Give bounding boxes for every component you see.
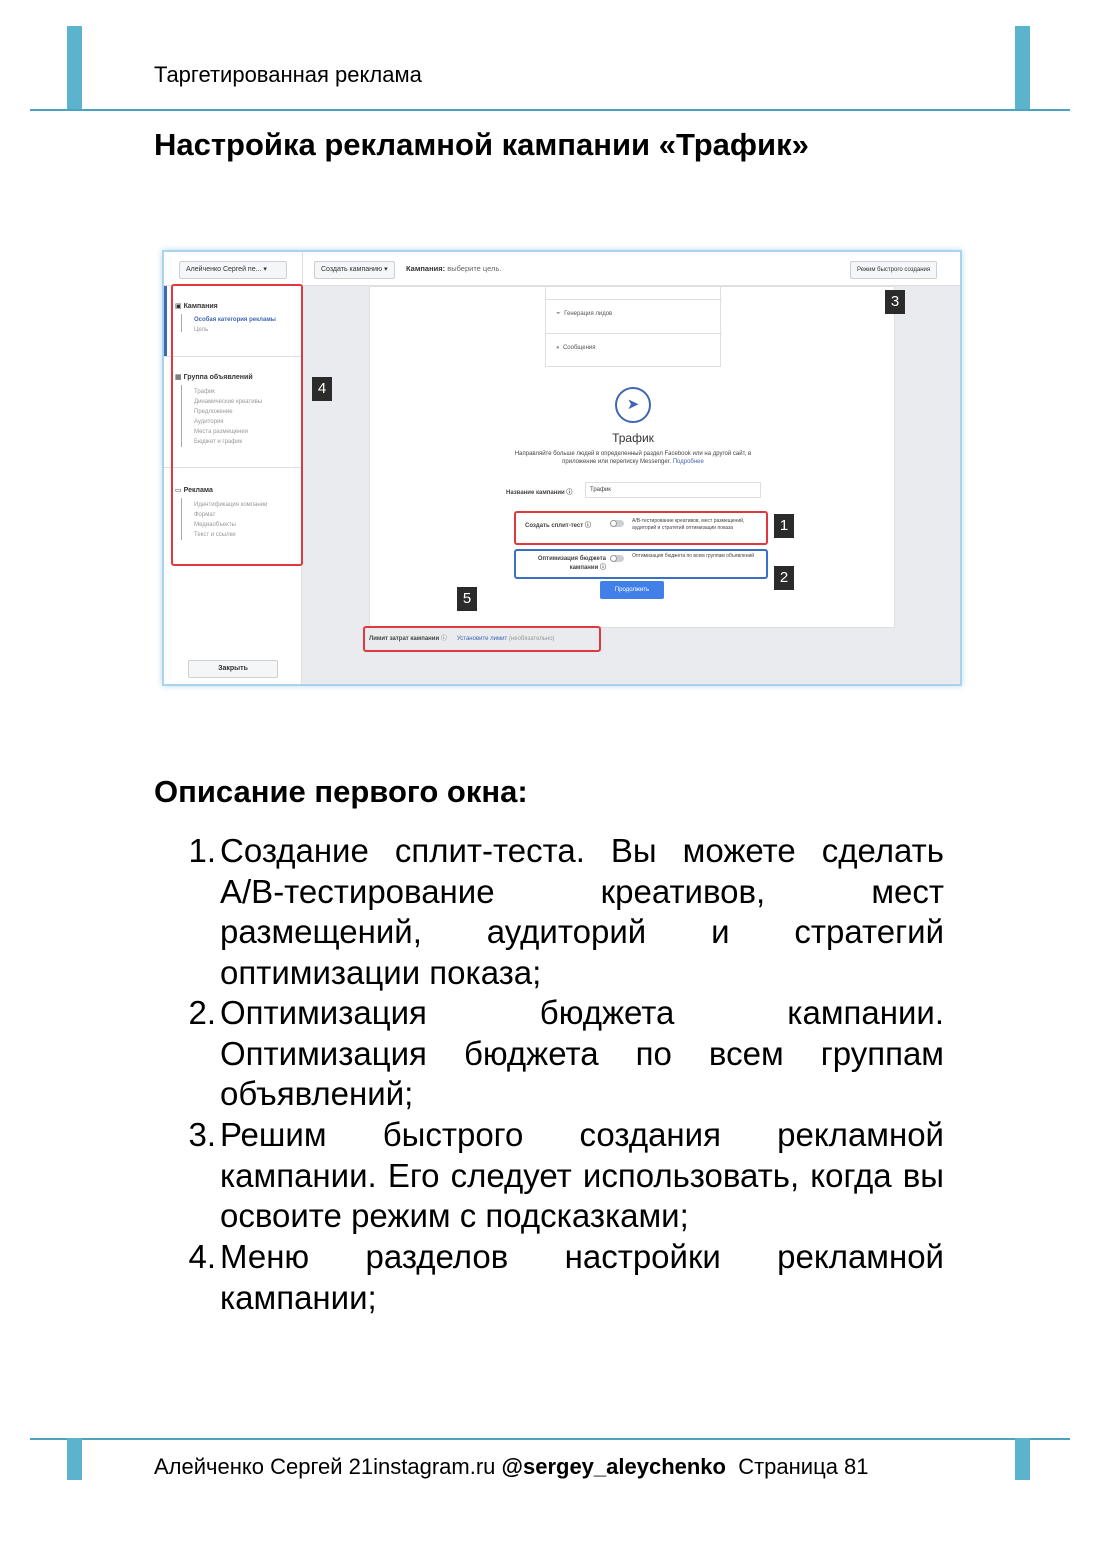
facebook-ads-screenshot <box>162 250 962 686</box>
chevron-down-icon: ▾ <box>384 266 388 273</box>
footer-left-bar <box>67 1438 82 1480</box>
grid-icon: ▦ <box>175 374 182 381</box>
sidebar-item-identity[interactable]: Идентификация компании <box>194 502 268 508</box>
topbar-divider <box>302 252 303 286</box>
badge-2: 2 <box>774 566 794 590</box>
header-left-bar <box>67 26 82 110</box>
spend-limit: Лимит затрат кампании ⓘ Установите лимит (необязательно) <box>369 636 555 642</box>
list-number: 4. <box>188 1238 216 1275</box>
sidebar-item-budget-schedule[interactable]: Бюджет и график <box>194 439 243 445</box>
badge-4: 4 <box>312 377 332 401</box>
list-text: Меню разделов настройки рекламной кампании; <box>220 1238 944 1316</box>
sidebar-item-audience[interactable]: Аудитория <box>194 419 224 425</box>
continue-button[interactable]: Продолжить <box>600 581 664 599</box>
footer-handle: @sergey_aleychenko <box>501 1454 726 1479</box>
badge-1: 1 <box>774 514 794 538</box>
monitor-icon: ▭ <box>175 487 182 494</box>
highlight-sidebar-menu <box>171 284 303 566</box>
list-text: Оптимизация бюджета кампании. Оптимизация бюджета по всем группам объявлений; <box>220 994 944 1112</box>
footer-page-number: Страница 81 <box>738 1454 869 1479</box>
campaign-hint: Кампания: выберите цель. <box>406 264 502 273</box>
chat-bubble-icon: ● <box>556 345 560 351</box>
highlight-split-test <box>514 511 768 545</box>
learn-more-link[interactable]: Подробнее <box>672 459 704 465</box>
list-text: Решим быстрого создания рекламной кампании. Его следует использовать, когда вы освоите режим с подсказками; <box>220 1116 944 1234</box>
funnel-icon: ⏷ <box>556 311 561 317</box>
sidebar-adset[interactable]: ▦ Группа объявлений <box>175 374 253 381</box>
sidebar-item-special-category[interactable]: Особая категория рекламы <box>194 317 276 323</box>
description-list <box>154 831 944 1321</box>
sidebar-item-objective[interactable]: Цель <box>194 327 209 333</box>
highlight-budget-optimization <box>514 549 768 579</box>
close-button[interactable]: Закрыть <box>188 660 278 678</box>
header-rule <box>30 109 1070 111</box>
sidebar-item-traffic[interactable]: Трафик <box>194 389 215 395</box>
budget-optimization-description: Оптимизация бюджета по всем группам объявлений <box>632 553 755 559</box>
account-selector[interactable]: Алейченко Сергей пе... ▾ <box>179 261 287 279</box>
running-footer <box>154 1454 869 1480</box>
campaign-name-label: Название кампании ⓘ <box>506 490 573 496</box>
sidebar-item-media[interactable]: Медиаобъекты <box>194 522 236 528</box>
sidebar-campaign[interactable]: ▣ Кампания <box>175 303 218 310</box>
set-limit-link[interactable]: Установите лимит <box>456 636 508 642</box>
footer-rule <box>30 1438 1070 1440</box>
ads-topbar <box>164 252 960 286</box>
section-heading: Описание первого окна: <box>154 774 528 809</box>
quick-creation-button[interactable]: Режим быстрого создания <box>850 261 937 279</box>
footer-author-site: Алейченко Сергей 21instagram.ru <box>154 1454 496 1479</box>
header-right-bar <box>1015 26 1030 110</box>
create-campaign-button[interactable]: Создать кампанию ▾ <box>314 261 395 279</box>
highlight-spend-limit <box>363 626 601 652</box>
objective-lead-generation[interactable]: ⏷ Генерация лидов <box>556 311 613 317</box>
sidebar-ad[interactable]: ▭ Реклама <box>175 487 213 494</box>
objective-messages[interactable]: ● Сообщения <box>556 345 596 351</box>
info-icon: ⓘ <box>566 490 573 496</box>
traffic-title: Трафик <box>612 431 654 445</box>
split-test-description: A/B-тестирование креативов, мест размещений, аудиторий и стратегий оптимизации показа <box>632 518 745 531</box>
info-icon: ⓘ <box>440 636 447 642</box>
campaign-name-input[interactable]: Трафик <box>585 482 761 498</box>
sidebar-item-format[interactable]: Формат <box>194 512 216 518</box>
page-title: Настройка рекламной кампании «Трафик» <box>154 127 809 162</box>
sidebar-item-placements[interactable]: Места размещения <box>194 429 249 435</box>
footer-right-bar <box>1015 1438 1030 1480</box>
info-icon: ⓘ <box>599 565 606 571</box>
objective-divider <box>546 299 722 300</box>
briefcase-icon: ▣ <box>175 303 182 310</box>
running-header: Таргетированная реклама <box>154 62 422 87</box>
sidebar-item-dynamic-creatives[interactable]: Динамические креативы <box>194 399 263 405</box>
split-test-label: Создать сплит-тест ⓘ <box>525 523 591 529</box>
sidebar-item-offer[interactable]: Предложение <box>194 409 233 415</box>
budget-optimization-label: Оптимизация бюджета кампании ⓘ <box>537 556 606 571</box>
badge-3: 3 <box>885 290 905 314</box>
sidebar-item-text-links[interactable]: Текст и ссылки <box>194 532 236 538</box>
cursor-icon: ➤ <box>615 387 651 423</box>
traffic-description: Направляйте больше людей в определенный раздел Facebook или на другой сайт, в приложение или переписку Messenger. Подробнее <box>514 451 752 465</box>
list-text: Создание сплит-теста. Вы можете сделать A/B-тестирование креативов, мест размещений, аудиторий и стратегий оптимизации показа; <box>220 832 944 991</box>
sidebar-active-indicator <box>164 286 167 356</box>
objective-divider <box>546 333 722 334</box>
list-number: 2. <box>188 994 216 1031</box>
badge-5: 5 <box>457 587 477 611</box>
list-number: 3. <box>188 1116 216 1153</box>
chevron-down-icon: ▾ <box>263 266 267 273</box>
objective-list <box>545 287 721 367</box>
list-number: 1. <box>188 832 216 869</box>
info-icon: ⓘ <box>584 523 591 529</box>
